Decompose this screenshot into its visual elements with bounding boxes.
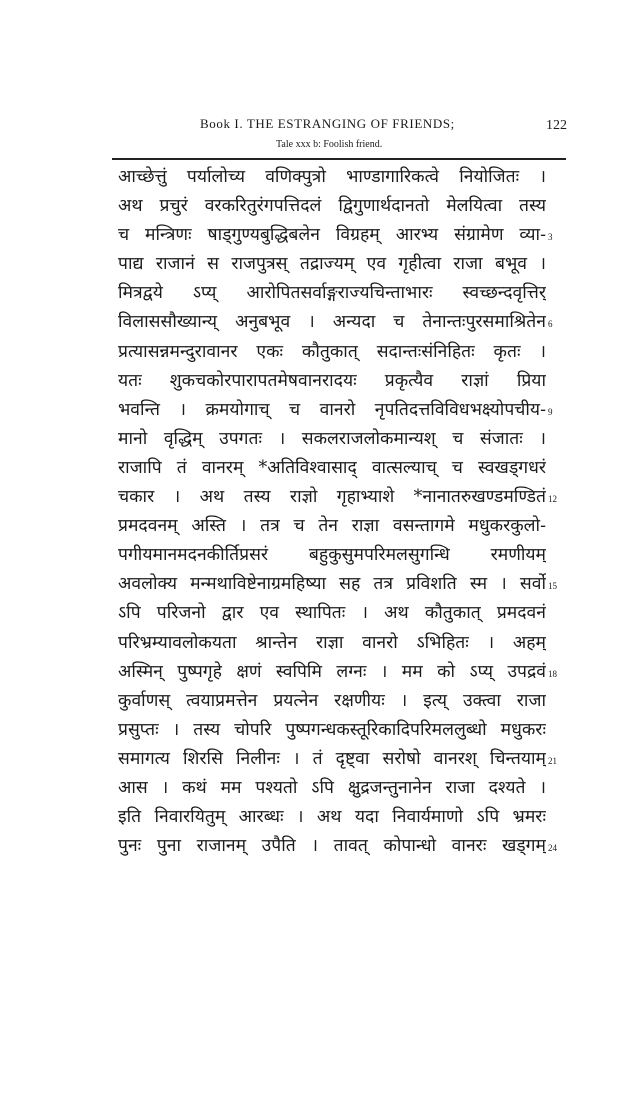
line-text: विलाससौख्यान्य् अनुबभूव । अन्यदा च तेनान्तःपुरसमाश्रितेन: [118, 312, 546, 333]
text-line: [0, 163, 633, 192]
line-text: अस्मिन् पुष्पगृहे क्षणं स्वपिमि लग्नः । मम को ऽप्य् उपद्रवं: [118, 661, 546, 682]
text-line: [0, 454, 633, 483]
line-text: राजापि तं वानरम् *अतिविश्वासाद् वात्सल्याच् च स्वखड्गधरं: [118, 457, 546, 478]
text-line: [0, 483, 633, 512]
line-text: पाद्य राजानं स राजपुत्रस् तद्राज्यम् एव गृहीत्वा राजा बभूव ।: [118, 254, 546, 275]
text-line: [0, 192, 633, 221]
line-number: 21: [548, 755, 557, 766]
text-line: [0, 832, 633, 861]
line-number: 6: [548, 319, 553, 330]
line-number: 18: [548, 668, 557, 679]
running-title: Book I. THE ESTRANGING OF FRIENDS;: [200, 116, 455, 131]
header-rule: [112, 158, 566, 160]
line-text: परिभ्रम्यावलोकयता श्रान्तेन राज्ञा वानरो ऽभिहितः । अहम्: [118, 632, 546, 653]
line-number: 3: [548, 232, 553, 243]
line-text: आच्छेत्तुं पर्यालोच्य वणिक्पुत्रो भाण्डागारिकत्वे नियोजितः ।: [118, 167, 546, 187]
line-text: यतः शुकचकोरपारापतमेषवानरादयः प्रकृत्यैव राज्ञां प्रिया: [118, 370, 546, 391]
line-text: अथ प्रचुरं वरकरितुरंगपत्तिदलं द्विगुणार्थदानतो मेलयित्वा तस्य: [118, 196, 546, 217]
line-number: 24: [548, 843, 557, 854]
line-text: समागत्य शिरसि निलीनः । तं दृष्ट्वा सरोषो वानरश् चिन्तयाम्: [118, 748, 546, 769]
line-number: 15: [548, 581, 557, 592]
line-text: कुर्वाणस् त्वयाप्रमत्तेन प्रयत्नेन रक्षणीयः । इत्य् उक्त्वा राजा: [118, 690, 546, 711]
text-line: [0, 425, 633, 454]
line-text: प्रमदवनम् अस्ति । तत्र च तेन राज्ञा वसन्तागमे मधुकरकुलो-: [118, 516, 546, 537]
text-line: [0, 541, 633, 570]
line-number: 9: [548, 406, 553, 417]
text-line: [0, 338, 633, 367]
text-line: [0, 308, 633, 337]
line-text: च मन्त्रिणः षाड्गुण्यबुद्धिबलेन विग्रहम् आरभ्य संग्रामेण व्या-: [118, 225, 546, 246]
line-text: पुनः पुना राजानम् उपैति । तावत् कोपान्धो वानरः खड्गम्: [118, 836, 546, 857]
text-line: [0, 599, 633, 628]
text-line: [0, 745, 633, 774]
text-line: [0, 367, 633, 396]
text-line: [0, 716, 633, 745]
text-line: [0, 221, 633, 250]
line-text: ऽपि परिजनो द्वार एव स्थापितः । अथ कौतुकात् प्रमदवनं: [118, 603, 546, 624]
line-text: चकार । अथ तस्य राज्ञो गृहाभ्याशे *नानातरुखण्डमण्डितं: [118, 487, 546, 508]
line-text: आस । कथं मम पश्यतो ऽपि क्षुद्रजन्तुनानेन राजा दश्यते ।: [118, 777, 546, 798]
line-text: पगीयमानमदनकीर्तिप्रसरं बहुकुसुमपरिमलसुगन्धि रमणीयम्: [118, 545, 546, 566]
text-line: [0, 774, 633, 803]
line-text: मित्रद्वये ऽप्य् आरोपितसर्वाङ्गराज्यचिन्ताभारः स्वच्छन्दवृत्तिर्: [118, 283, 546, 304]
line-text: प्रत्यासन्नमन्दुरावानर एकः कौतुकात् सदान्तःसंनिहितः कृतः ।: [118, 341, 546, 362]
line-number: 12: [548, 494, 557, 505]
line-text: इति निवारयितुम् आरब्धः । अथ यदा निवार्यमाणो ऽपि भ्रमरः: [118, 807, 546, 828]
line-text: भवन्ति । क्रमयोगाच् च वानरो नृपतिदत्तविविधभक्ष्योपचीय-: [118, 399, 546, 420]
text-line: [0, 570, 633, 599]
text-line: [0, 512, 633, 541]
subtitle: Tale xxx b: Foolish friend.: [276, 139, 383, 150]
text-line: [0, 396, 633, 425]
body-text: [0, 163, 633, 861]
text-line: [0, 279, 633, 308]
text-line: [0, 629, 633, 658]
line-text: अवलोक्य मन्मथाविष्टेनाग्रमहिष्या सह तत्र प्रविशति स्म । सर्वो: [118, 574, 546, 595]
line-text: मानो वृद्धिम् उपगतः । सकलराजलोकमान्यश् च संजातः ।: [118, 428, 546, 449]
line-text: प्रसुप्तः । तस्य चोपरि पुष्पगन्धकस्तूरिकादिपरिमललुब्धो मधुकरः: [118, 719, 546, 740]
text-line: [0, 658, 633, 687]
text-line: [0, 803, 633, 832]
page-number: 122: [546, 118, 567, 133]
text-line: [0, 250, 633, 279]
text-line: [0, 687, 633, 716]
